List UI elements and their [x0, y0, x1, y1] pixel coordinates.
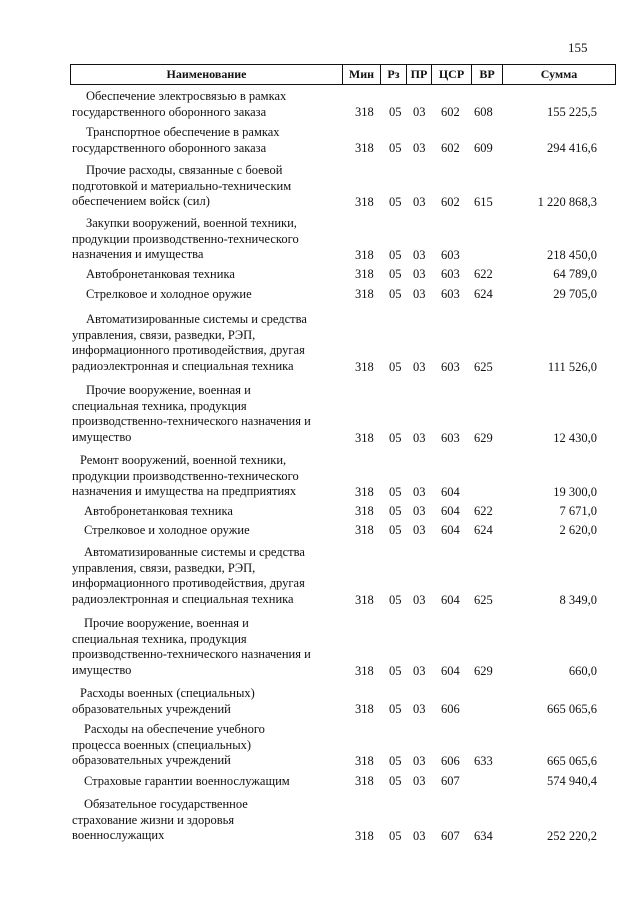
row-name-line: Расходы на обеспечение учебного [84, 722, 265, 736]
row-name-line: Автобронетанковая техника [84, 504, 233, 518]
row-min: 318 [355, 593, 374, 607]
row-name-line: Обязательное государственное [84, 797, 248, 811]
row-pr: 03 [413, 287, 426, 301]
row-name-line: продукции производственно-технического [72, 231, 299, 246]
row-csr: 606 [441, 702, 460, 716]
header-rz: Рз [380, 65, 406, 84]
row-name-line: подготовкой и материально-техническим [72, 178, 292, 193]
row-csr: 604 [441, 593, 460, 607]
header-min: Мин [342, 65, 380, 84]
row-rz: 05 [389, 754, 402, 768]
row-name-line: военнослужащих [72, 828, 165, 842]
row-pr: 03 [413, 431, 426, 445]
row-name-line: Автоматизированные системы и средства [86, 312, 307, 326]
row-name-line: назначения и имущества на предприятиях [72, 484, 297, 498]
row-csr: 604 [441, 504, 460, 518]
row-sum: 660,0 [568, 664, 597, 678]
row-min: 318 [355, 248, 374, 262]
row-csr: 603 [441, 287, 460, 301]
row-rz: 05 [389, 360, 402, 374]
row-vr: 609 [474, 141, 493, 155]
row-vr: 625 [474, 593, 493, 607]
row-rz: 05 [389, 504, 402, 518]
row-name-line: государственного оборонного заказа [72, 140, 267, 155]
row-sum: 218 450,0 [547, 248, 597, 262]
row-name-line: продукции производственно-технического [72, 468, 299, 483]
row-min: 318 [355, 105, 374, 119]
row-csr: 603 [441, 431, 460, 445]
row-sum: 64 789,0 [553, 267, 597, 281]
row-name-line: образовательных учреждений [72, 701, 231, 716]
row-pr: 03 [413, 829, 426, 843]
row-csr: 604 [441, 523, 460, 537]
row-pr: 03 [413, 754, 426, 768]
row-csr: 602 [441, 195, 460, 209]
header-vr: ВР [471, 65, 502, 84]
row-rz: 05 [389, 105, 402, 119]
row-pr: 03 [413, 141, 426, 155]
row-sum: 2 620,0 [559, 523, 597, 537]
row-name-line: имущество [72, 662, 132, 677]
row-rz: 05 [389, 774, 402, 788]
row-name-line: обеспечением войск (сил) [72, 194, 210, 208]
row-pr: 03 [413, 360, 426, 374]
row-sum: 574 940,4 [547, 774, 597, 788]
row-name-line: Закупки вооружений, военной техники, [86, 216, 297, 230]
row-name-line: Прочие вооружение, военная и [84, 616, 249, 630]
row-name-line: Обеспечение электросвязью в рамках [86, 89, 287, 103]
page-number: 155 [568, 40, 588, 55]
row-csr: 607 [441, 829, 460, 843]
row-rz: 05 [389, 431, 402, 445]
row-sum: 8 349,0 [559, 593, 597, 607]
row-vr: 622 [474, 267, 493, 281]
row-min: 318 [355, 774, 374, 788]
row-name-line: радиоэлектронная и специальная техника [72, 358, 294, 373]
row-name-line: страхование жизни и здоровья [72, 812, 235, 827]
row-min: 318 [355, 360, 374, 374]
row-csr: 603 [441, 248, 460, 262]
row-vr: 629 [474, 664, 493, 678]
row-name-line: Автоматизированные системы и средства [84, 545, 305, 559]
row-name-line: производственно-технического назначения и [72, 414, 311, 428]
row-name-line: производственно-технического назначения и [72, 647, 311, 661]
row-sum: 155 225,5 [547, 105, 597, 119]
row-pr: 03 [413, 504, 426, 518]
row-name-line: назначения и имущества [72, 247, 204, 261]
row-rz: 05 [389, 195, 402, 209]
row-vr: 608 [474, 105, 493, 119]
row-name-line: имущество [72, 429, 132, 444]
row-min: 318 [355, 195, 374, 209]
row-min: 318 [355, 754, 374, 768]
row-sum: 7 671,0 [559, 504, 597, 518]
row-name-line: специальная техника, продукция [72, 398, 247, 413]
row-min: 318 [355, 829, 374, 843]
row-name-line: Транспортное обеспечение в рамках [86, 125, 280, 139]
row-name-line: Автобронетанковая техника [86, 267, 235, 281]
header-csr: ЦСР [431, 65, 471, 84]
row-vr: 615 [474, 195, 493, 209]
row-csr: 607 [441, 774, 460, 788]
row-csr: 602 [441, 105, 460, 119]
row-min: 318 [355, 141, 374, 155]
row-pr: 03 [413, 248, 426, 262]
row-name-line: специальная техника, продукция [72, 631, 247, 646]
row-min: 318 [355, 523, 374, 537]
row-vr: 625 [474, 360, 493, 374]
row-rz: 05 [389, 702, 402, 716]
row-rz: 05 [389, 664, 402, 678]
row-sum: 294 416,6 [547, 141, 597, 155]
row-sum: 111 526,0 [547, 360, 597, 374]
row-pr: 03 [413, 702, 426, 716]
row-sum: 665 065,6 [547, 754, 597, 768]
row-rz: 05 [389, 248, 402, 262]
row-sum: 665 065,6 [547, 702, 597, 716]
row-vr: 624 [474, 287, 493, 301]
row-csr: 604 [441, 664, 460, 678]
row-rz: 05 [389, 829, 402, 843]
row-rz: 05 [389, 593, 402, 607]
row-name-line: Прочие вооружение, военная и [86, 383, 251, 397]
row-sum: 29 705,0 [553, 287, 597, 301]
header-sum: Сумма [502, 65, 616, 84]
row-name-line: Стрелковое и холодное оружие [84, 523, 250, 537]
row-name-line: государственного оборонного заказа [72, 104, 267, 119]
row-pr: 03 [413, 267, 426, 281]
row-vr: 633 [474, 754, 493, 768]
row-sum: 12 430,0 [553, 431, 597, 445]
header-pr: ПР [406, 65, 431, 84]
row-pr: 03 [413, 593, 426, 607]
row-min: 318 [355, 504, 374, 518]
header-name: Наименование [70, 65, 342, 84]
row-name-line: Стрелковое и холодное оружие [86, 287, 252, 301]
row-min: 318 [355, 431, 374, 445]
row-vr: 622 [474, 504, 493, 518]
row-min: 318 [355, 664, 374, 678]
row-min: 318 [355, 485, 374, 499]
row-min: 318 [355, 702, 374, 716]
row-vr: 634 [474, 829, 493, 843]
row-csr: 606 [441, 754, 460, 768]
row-rz: 05 [389, 267, 402, 281]
row-name-line: управления, связи, разведки, РЭП, [72, 327, 256, 342]
row-name-line: информационного противодействия, другая [72, 343, 305, 357]
row-rz: 05 [389, 287, 402, 301]
row-csr: 602 [441, 141, 460, 155]
row-csr: 603 [441, 360, 460, 374]
row-rz: 05 [389, 485, 402, 499]
row-min: 318 [355, 287, 374, 301]
row-vr: 629 [474, 431, 493, 445]
row-name-line: Прочие расходы, связанные с боевой [86, 163, 283, 177]
row-sum: 1 220 868,3 [537, 195, 597, 209]
row-sum: 252 220,2 [547, 829, 597, 843]
row-name-line: образовательных учреждений [72, 753, 231, 767]
row-pr: 03 [413, 774, 426, 788]
row-name-line: радиоэлектронная и специальная техника [72, 591, 294, 606]
row-pr: 03 [413, 485, 426, 499]
row-pr: 03 [413, 195, 426, 209]
row-name-line: управления, связи, разведки, РЭП, [72, 560, 256, 575]
row-pr: 03 [413, 664, 426, 678]
row-name-line: Ремонт вооружений, военной техники, [80, 453, 287, 467]
row-csr: 603 [441, 267, 460, 281]
row-pr: 03 [413, 105, 426, 119]
row-name-line: Страховые гарантии военнослужащим [84, 774, 290, 788]
row-rz: 05 [389, 141, 402, 155]
row-vr: 624 [474, 523, 493, 537]
row-name-line: информационного противодействия, другая [72, 576, 305, 590]
row-min: 318 [355, 267, 374, 281]
row-name-line: процесса военных (специальных) [72, 737, 252, 752]
row-sum: 19 300,0 [553, 485, 597, 499]
row-csr: 604 [441, 485, 460, 499]
row-rz: 05 [389, 523, 402, 537]
row-pr: 03 [413, 523, 426, 537]
row-name-line: Расходы военных (специальных) [80, 686, 255, 700]
